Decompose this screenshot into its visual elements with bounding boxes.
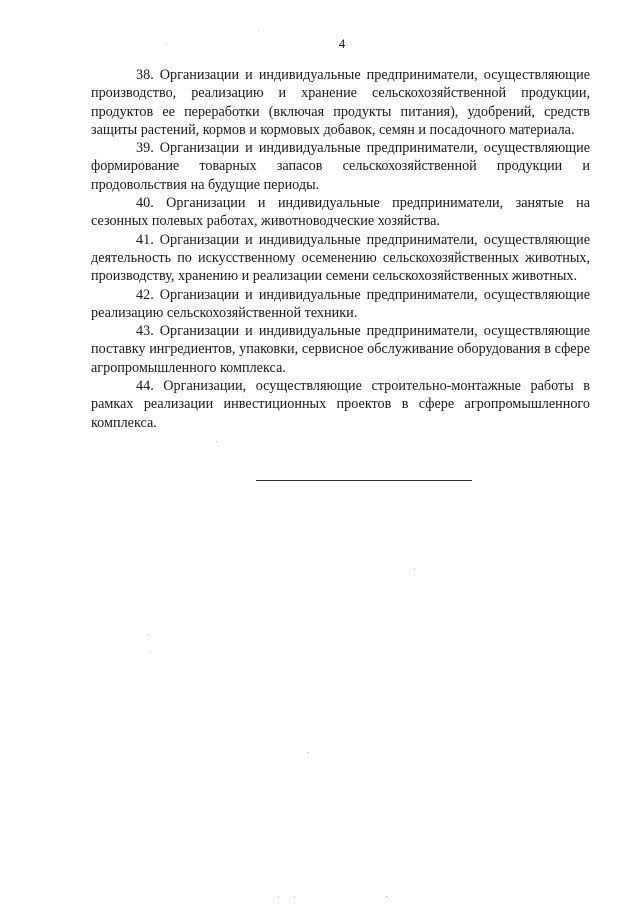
list-item-44 xyxy=(91,377,590,432)
item-text: Организации и индивидуальные предприниматели, осуществляющие деятельность по искусственному осеменению сельскохозяйственных животных, производству, хранению и реализации семени сельскохозяйственных животных. xyxy=(91,231,591,285)
item-number: 43. xyxy=(136,323,154,340)
scan-speck xyxy=(294,896,295,897)
scan-speck xyxy=(216,441,217,442)
list-item-40 xyxy=(91,194,590,231)
item-text: Организации и индивидуальные предприниматели, осуществляющие поставку ингредиентов, упаковки, сервисное обслуживание оборудования в сфере агропромышленного комплекса. xyxy=(91,323,591,376)
list-item-41 xyxy=(91,231,590,286)
scan-speck xyxy=(150,652,151,653)
scan-speck xyxy=(166,44,167,45)
list-item-38 xyxy=(91,66,590,139)
item-number: 41. xyxy=(136,231,154,248)
page-number: 4 xyxy=(338,36,346,51)
item-text: Организации и индивидуальные предприниматели, осуществляющие реализацию сельскохозяйственной техники. xyxy=(91,286,591,321)
item-number: 40. xyxy=(136,195,154,212)
item-text: Организации, осуществляющие строительно-монтажные работы в рамках реализации инвестиционных проектов в сфере агропромышленного комплекса. xyxy=(91,378,590,431)
item-number: 39. xyxy=(136,140,154,157)
item-text: Организации и индивидуальные предприниматели, занятые на сезонных полевых работах, животноводческие хозяйства. xyxy=(91,195,590,230)
list-item-43 xyxy=(91,322,590,377)
item-number: 44. xyxy=(136,378,154,395)
item-text: Организации и индивидуальные предприниматели, осуществляющие формирование товарных запасов сельскохозяйственной продукции и продовольствия на будущие периоды. xyxy=(91,140,591,193)
scan-speck xyxy=(414,568,415,569)
document-body xyxy=(91,66,590,432)
item-text: Организации и индивидуальные предприниматели, осуществляющие производство, реализацию и хранение сельскохозяйственной продукции, продуктов ее переработки (включая продукты питания), удобрений, средств защиты растений, кормов и кормовых добавок, семян и посадочного материала. xyxy=(91,67,591,138)
closing-rule xyxy=(256,480,472,481)
scan-speck xyxy=(148,634,149,635)
list-item-42 xyxy=(91,286,590,323)
scan-speck xyxy=(258,30,259,31)
item-number: 38. xyxy=(136,67,154,83)
scan-speck xyxy=(386,896,387,897)
scan-speck xyxy=(308,752,309,753)
item-number: 42. xyxy=(136,286,154,303)
scan-speck xyxy=(278,896,279,897)
list-item-39 xyxy=(91,139,590,194)
